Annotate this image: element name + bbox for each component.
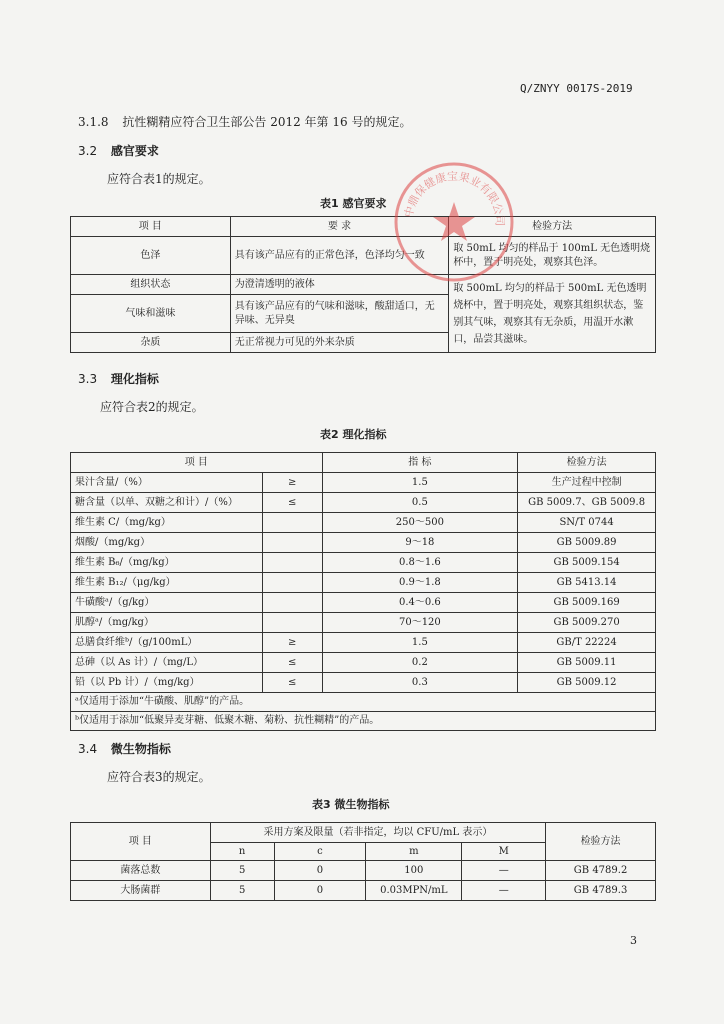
section-body-3-3: 应符合表2的规定。: [100, 400, 204, 414]
table3-cell-m: 0.03MPN/mL: [366, 881, 462, 901]
table2-cell-item: 维生素 C/（mg/kg）: [71, 513, 263, 533]
table1-header-req: 要 求: [230, 217, 449, 237]
section-title: 感官要求: [110, 144, 159, 158]
table2-header-method: 检验方法: [518, 453, 656, 473]
table2-cell-value: 0.9～1.8: [322, 573, 518, 593]
table2-cell-method: GB 5009.89: [518, 533, 656, 553]
section-heading-3-3: [78, 370, 159, 387]
table2-cell-op: [262, 593, 322, 613]
doc-code: Q/ZNYY 0017S-2019: [520, 82, 633, 95]
table1-cell-req: 具有该产品应有的正常色泽，色泽均匀一致: [230, 237, 449, 275]
table2-cell-value: 1.5: [322, 633, 518, 653]
section-heading-3-2: [78, 142, 159, 159]
table2-cell-value: 9～18: [322, 533, 518, 553]
table1-cell-item: 组织状态: [71, 275, 231, 295]
company-stamp: [392, 160, 516, 284]
table2-caption: 表2 理化指标: [320, 428, 387, 441]
section-number: 3.4: [78, 742, 98, 756]
table2-cell-value: 0.5: [322, 493, 518, 513]
table3-header-item: 项 目: [71, 823, 211, 861]
table2-cell-value: 0.8～1.6: [322, 553, 518, 573]
table3-cell-item: 菌落总数: [71, 861, 211, 881]
table1-cell-item: 色泽: [71, 237, 231, 275]
table2-cell-op: [262, 553, 322, 573]
table2-cell-method: GB 5009.7、GB 5009.8: [518, 493, 656, 513]
table2-cell-op: [262, 533, 322, 553]
table1-cell-item: 杂质: [71, 333, 231, 353]
table2-footnote-a: ᵃ仅适用于添加“牛磺酸、肌醇”的产品。: [71, 693, 656, 712]
table2-footnote-b: ᵇ仅适用于添加“低聚异麦芽糖、低聚木糖、菊粉、抗性糊精”的产品。: [71, 712, 656, 731]
table2-header-item: 项 目: [71, 453, 323, 473]
table3-cell-m: 100: [366, 861, 462, 881]
table2-cell-method: GB 5009.270: [518, 613, 656, 633]
table2-cell-item: 铅（以 Pb 计）/（mg/kg）: [71, 673, 263, 693]
table3-cell-method: GB 4789.2: [546, 861, 656, 881]
table2-cell-value: 0.4～0.6: [322, 593, 518, 613]
table1-caption: 表1 感官要求: [320, 197, 387, 210]
table2-cell-item: 维生素 B₆/（mg/kg）: [71, 553, 263, 573]
table3-cell-n: 5: [210, 861, 274, 881]
table1: [70, 216, 656, 353]
page-number: 3: [630, 934, 637, 947]
section-title: 理化指标: [110, 372, 159, 386]
table2-cell-method: GB 5009.11: [518, 653, 656, 673]
section-body-3-2: 应符合表1的规定。: [107, 172, 211, 186]
section-heading-3-4: [78, 740, 171, 757]
table2-cell-item: 果汁含量/（%）: [71, 473, 263, 493]
table2-cell-op: [262, 573, 322, 593]
table3-subheader-n: n: [210, 843, 274, 861]
table2-cell-op: ≤: [262, 673, 322, 693]
table2-cell-value: 0.3: [322, 673, 518, 693]
section-number: 3.2: [78, 144, 98, 158]
section-number: 3.3: [78, 372, 98, 386]
table1-cell-req: 无正常视力可见的外来杂质: [230, 333, 449, 353]
table2-cell-value: 250～500: [322, 513, 518, 533]
table1-cell-item: 气味和滋味: [71, 295, 231, 333]
table2-cell-item: 肌醇ᵃ/（mg/kg）: [71, 613, 263, 633]
table2-cell-value: 1.5: [322, 473, 518, 493]
table2-cell-method: GB 5413.14: [518, 573, 656, 593]
table3-caption: 表3 微生物指标: [312, 798, 390, 811]
table3-cell-c: 0: [274, 861, 366, 881]
table2-cell-op: ≤: [262, 493, 322, 513]
table3-cell-item: 大肠菌群: [71, 881, 211, 901]
clause-text: 抗性糊精应符合卫生部公告 2012 年第 16 号的规定。: [122, 115, 412, 129]
table1-cell-method: 取 500mL 均匀的样品于 500mL 无色透明烧杯中，置于明亮处，观察其组织状态，鉴别其气味，观察其有无杂质，用温开水漱口，品尝其滋味。: [449, 275, 656, 353]
section-body-3-4: 应符合表3的规定。: [107, 770, 211, 784]
table3-cell-method: GB 4789.3: [546, 881, 656, 901]
table2-cell-item: 烟酸/（mg/kg）: [71, 533, 263, 553]
table2-cell-method: GB 5009.169: [518, 593, 656, 613]
section-title: 微生物指标: [110, 742, 171, 756]
table2-cell-method: SN/T 0744: [518, 513, 656, 533]
table2-cell-value: 0.2: [322, 653, 518, 673]
table1-cell-method: 取 50mL 均匀的样品于 100mL 无色透明烧杯中，置于明亮处，观察其色泽。: [449, 237, 656, 275]
table2-cell-op: ≥: [262, 633, 322, 653]
table2-cell-item: 牛磺酸ᵃ/（g/kg）: [71, 593, 263, 613]
table3-header-method: 检验方法: [546, 823, 656, 861]
table2-cell-item: 总膳食纤维ᵇ/（g/100mL）: [71, 633, 263, 653]
table2-cell-item: 糖含量（以单、双糖之和计）/（%）: [71, 493, 263, 513]
table2: [70, 452, 656, 731]
table3-subheader-m: m: [366, 843, 462, 861]
table2-cell-op: ≤: [262, 653, 322, 673]
table2-cell-method: 生产过程中控制: [518, 473, 656, 493]
table2-cell-op: [262, 513, 322, 533]
table2-cell-value: 70～120: [322, 613, 518, 633]
table1-cell-req: 具有该产品应有的气味和滋味，酸甜适口，无异味、无异臭: [230, 295, 449, 333]
table3-header-plan: 采用方案及限量（若非指定，均以 CFU/mL 表示）: [210, 823, 545, 843]
table2-cell-op: [262, 613, 322, 633]
table3: [70, 822, 656, 901]
table3-cell-n: 5: [210, 881, 274, 901]
table2-cell-op: ≥: [262, 473, 322, 493]
stamp-text: 中鼎保健康宝果业有限公司: [402, 169, 507, 227]
table3-cell-M: —: [462, 861, 546, 881]
table2-header-value: 指 标: [322, 453, 518, 473]
table3-cell-M: —: [462, 881, 546, 901]
table1-header-method: 检验方法: [449, 217, 656, 237]
table2-cell-item: 维生素 B₁₂/（μg/kg）: [71, 573, 263, 593]
table2-cell-method: GB 5009.154: [518, 553, 656, 573]
table3-subheader-c: c: [274, 843, 366, 861]
table1-header-item: 项 目: [71, 217, 231, 237]
table2-cell-method: GB/T 22224: [518, 633, 656, 653]
table3-subheader-M: M: [462, 843, 546, 861]
clause-number: 3.1.8: [78, 115, 109, 129]
table3-cell-c: 0: [274, 881, 366, 901]
table2-cell-item: 总砷（以 As 计）/（mg/L）: [71, 653, 263, 673]
table1-cell-req: 为澄清透明的液体: [230, 275, 449, 295]
clause-3-1-8: [78, 113, 411, 130]
table2-cell-method: GB 5009.12: [518, 673, 656, 693]
